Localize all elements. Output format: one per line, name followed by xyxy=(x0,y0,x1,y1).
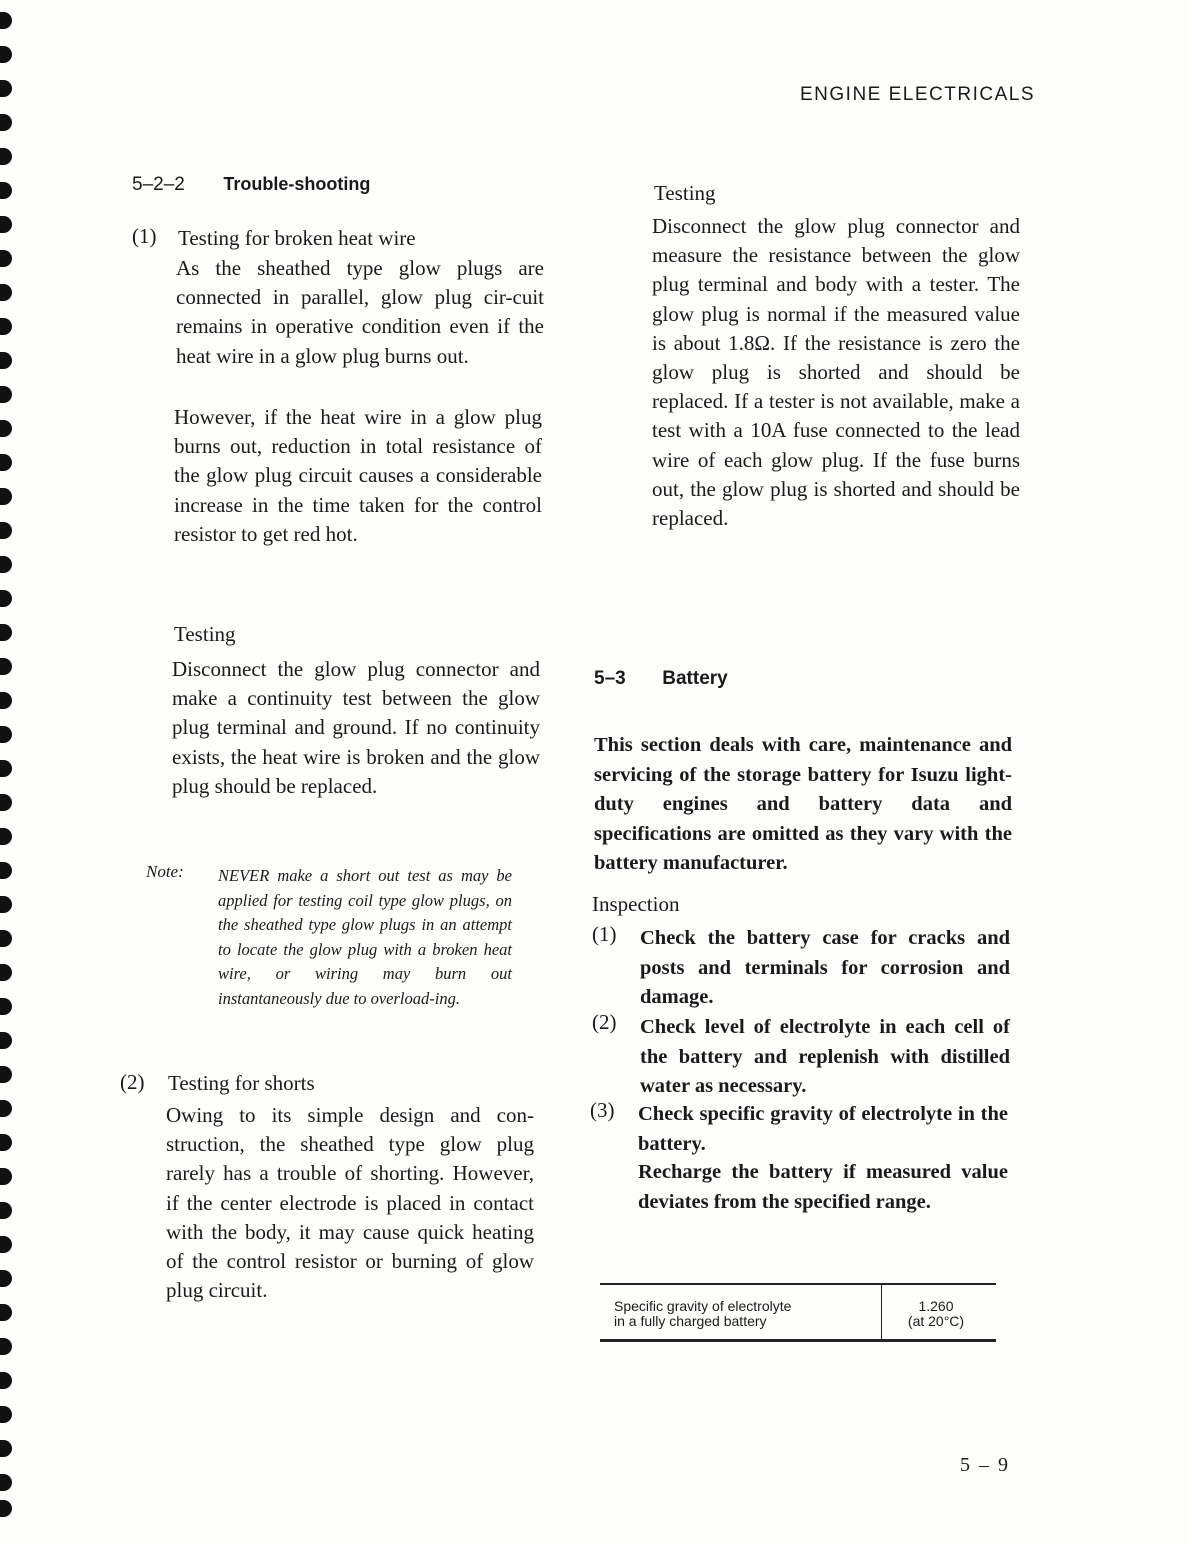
binding-hole xyxy=(0,930,12,947)
binding-hole xyxy=(0,828,12,845)
item-number: (1) xyxy=(132,224,157,248)
binding-holes xyxy=(0,0,20,1544)
binding-hole xyxy=(0,318,12,335)
binding-hole xyxy=(0,1500,12,1517)
binding-hole xyxy=(0,46,12,63)
binding-hole xyxy=(0,692,12,709)
section-heading-5-2-2 xyxy=(132,174,370,196)
binding-hole xyxy=(0,284,12,301)
binding-hole xyxy=(0,1032,12,1049)
binding-hole xyxy=(0,1134,12,1151)
binding-hole xyxy=(0,148,12,165)
binding-hole xyxy=(0,352,12,369)
paragraph: Disconnect the glow plug connector and make a continuity test between the glow plug terminal and ground. If no continuity exists, the heat wire is broken and the glow plug should be replaced. xyxy=(172,657,540,798)
note-text: NEVER make a short out test as may be applied for testing coil type glow plugs, on the sheathed type glow plugs in an attempt to locate the glow plug with a broken heat wire, or wiring may burn out instantaneously due to overload-ing. xyxy=(218,866,512,1008)
binding-hole xyxy=(0,862,12,879)
binding-hole xyxy=(0,12,12,29)
section-number: 5–2–2 xyxy=(132,174,185,195)
item-number: (3) xyxy=(590,1098,615,1122)
running-header: ENGINE ELECTRICALS xyxy=(800,84,1035,105)
list-item: Check level of electrolyte in each cell of the battery and replenish with distilled water as necessary. xyxy=(640,1016,1010,1097)
binding-hole xyxy=(0,658,12,675)
table-value-cell xyxy=(882,1284,997,1341)
paragraph: As the sheathed type glow plugs are connected in parallel, glow plug cir-cuit remains in operative condition even if the heat wire in a glow plug burns out. xyxy=(176,256,544,368)
section-number: 5–3 xyxy=(594,668,626,689)
testing-label: Testing xyxy=(174,622,236,646)
binding-hole xyxy=(0,1202,12,1219)
table-label-line: in a fully charged battery xyxy=(614,1313,767,1329)
binding-hole xyxy=(0,1372,12,1389)
section-heading-5-3 xyxy=(594,668,728,690)
binding-hole xyxy=(0,488,12,505)
item-number: (2) xyxy=(120,1070,145,1094)
paragraph: Recharge the battery if measured value deviates from the specified range. xyxy=(638,1161,1008,1213)
binding-hole xyxy=(0,1066,12,1083)
paragraph: However, if the heat wire in a glow plug burns out, reduction in total resistance of the glow plug circuit causes a considerable increase in the time taken for the control resistor to get red hot. xyxy=(174,405,542,546)
inspection-label: Inspection xyxy=(592,892,680,916)
section-title: Battery xyxy=(662,668,728,689)
list-item: Check specific gravity of electrolyte in the battery. xyxy=(638,1103,1008,1155)
item-number: (1) xyxy=(592,922,617,946)
list-item: Check the battery case for cracks and posts and terminals for corrosion and damage. xyxy=(640,927,1010,1008)
binding-hole xyxy=(0,1474,12,1491)
binding-hole xyxy=(0,216,12,233)
binding-hole xyxy=(0,182,12,199)
item-title: Testing for broken heat wire xyxy=(178,226,416,250)
binding-hole xyxy=(0,454,12,471)
binding-hole xyxy=(0,1270,12,1287)
page-number: 5 – 9 xyxy=(960,1454,1010,1476)
binding-hole xyxy=(0,760,12,777)
binding-hole xyxy=(0,80,12,97)
item-title: Testing for shorts xyxy=(168,1071,315,1095)
table-label-cell xyxy=(600,1284,882,1341)
binding-hole xyxy=(0,1236,12,1253)
binding-hole xyxy=(0,420,12,437)
binding-hole xyxy=(0,556,12,573)
binding-hole xyxy=(0,522,12,539)
binding-hole xyxy=(0,1100,12,1117)
binding-hole xyxy=(0,964,12,981)
binding-hole xyxy=(0,794,12,811)
binding-hole xyxy=(0,896,12,913)
section-title: Trouble-shooting xyxy=(223,174,371,194)
binding-hole xyxy=(0,114,12,131)
binding-hole xyxy=(0,1304,12,1321)
table-label-line: Specific gravity of electrolyte xyxy=(614,1298,792,1314)
binding-hole xyxy=(0,1168,12,1185)
binding-hole xyxy=(0,590,12,607)
binding-hole xyxy=(0,1338,12,1355)
paragraph: Disconnect the glow plug connector and measure the resistance between the glow plug terminal and body with a tester. The glow plug is normal if the measured value is about 1.8Ω. If the resistance is zero the glow plug is shorted and should be replaced. If a tester is not available, make a test with a 10A fuse connected to the lead wire of each glow plug. If the fuse burns out, the glow plug is shorted and should be replaced. xyxy=(652,214,1020,531)
table-value-line: 1.260 xyxy=(918,1298,954,1314)
paragraph: Owing to its simple design and con-struction, the sheathed type glow plug rarely has a trouble of shorting. However, if the center electrode is placed in contact with the body, it may cause quick heating of the control resistor or burning of glow plug circuit. xyxy=(166,1103,534,1303)
binding-hole xyxy=(0,386,12,403)
table-value-line: (at 20°C) xyxy=(907,1313,965,1329)
testing-label: Testing xyxy=(654,181,716,205)
note-label: Note: xyxy=(146,862,184,881)
item-number: (2) xyxy=(592,1010,617,1034)
binding-hole xyxy=(0,624,12,641)
binding-hole xyxy=(0,250,12,267)
binding-hole xyxy=(0,726,12,743)
paragraph: This section deals with care, maintenance and servicing of the storage battery for Isuzu light-duty engines and battery data and specifications are omitted as they vary with the battery manufacturer. xyxy=(594,734,1012,874)
binding-hole xyxy=(0,1406,12,1423)
binding-hole xyxy=(0,998,12,1015)
table-row xyxy=(600,1284,996,1341)
binding-hole xyxy=(0,1440,12,1457)
specific-gravity-table xyxy=(600,1283,996,1342)
